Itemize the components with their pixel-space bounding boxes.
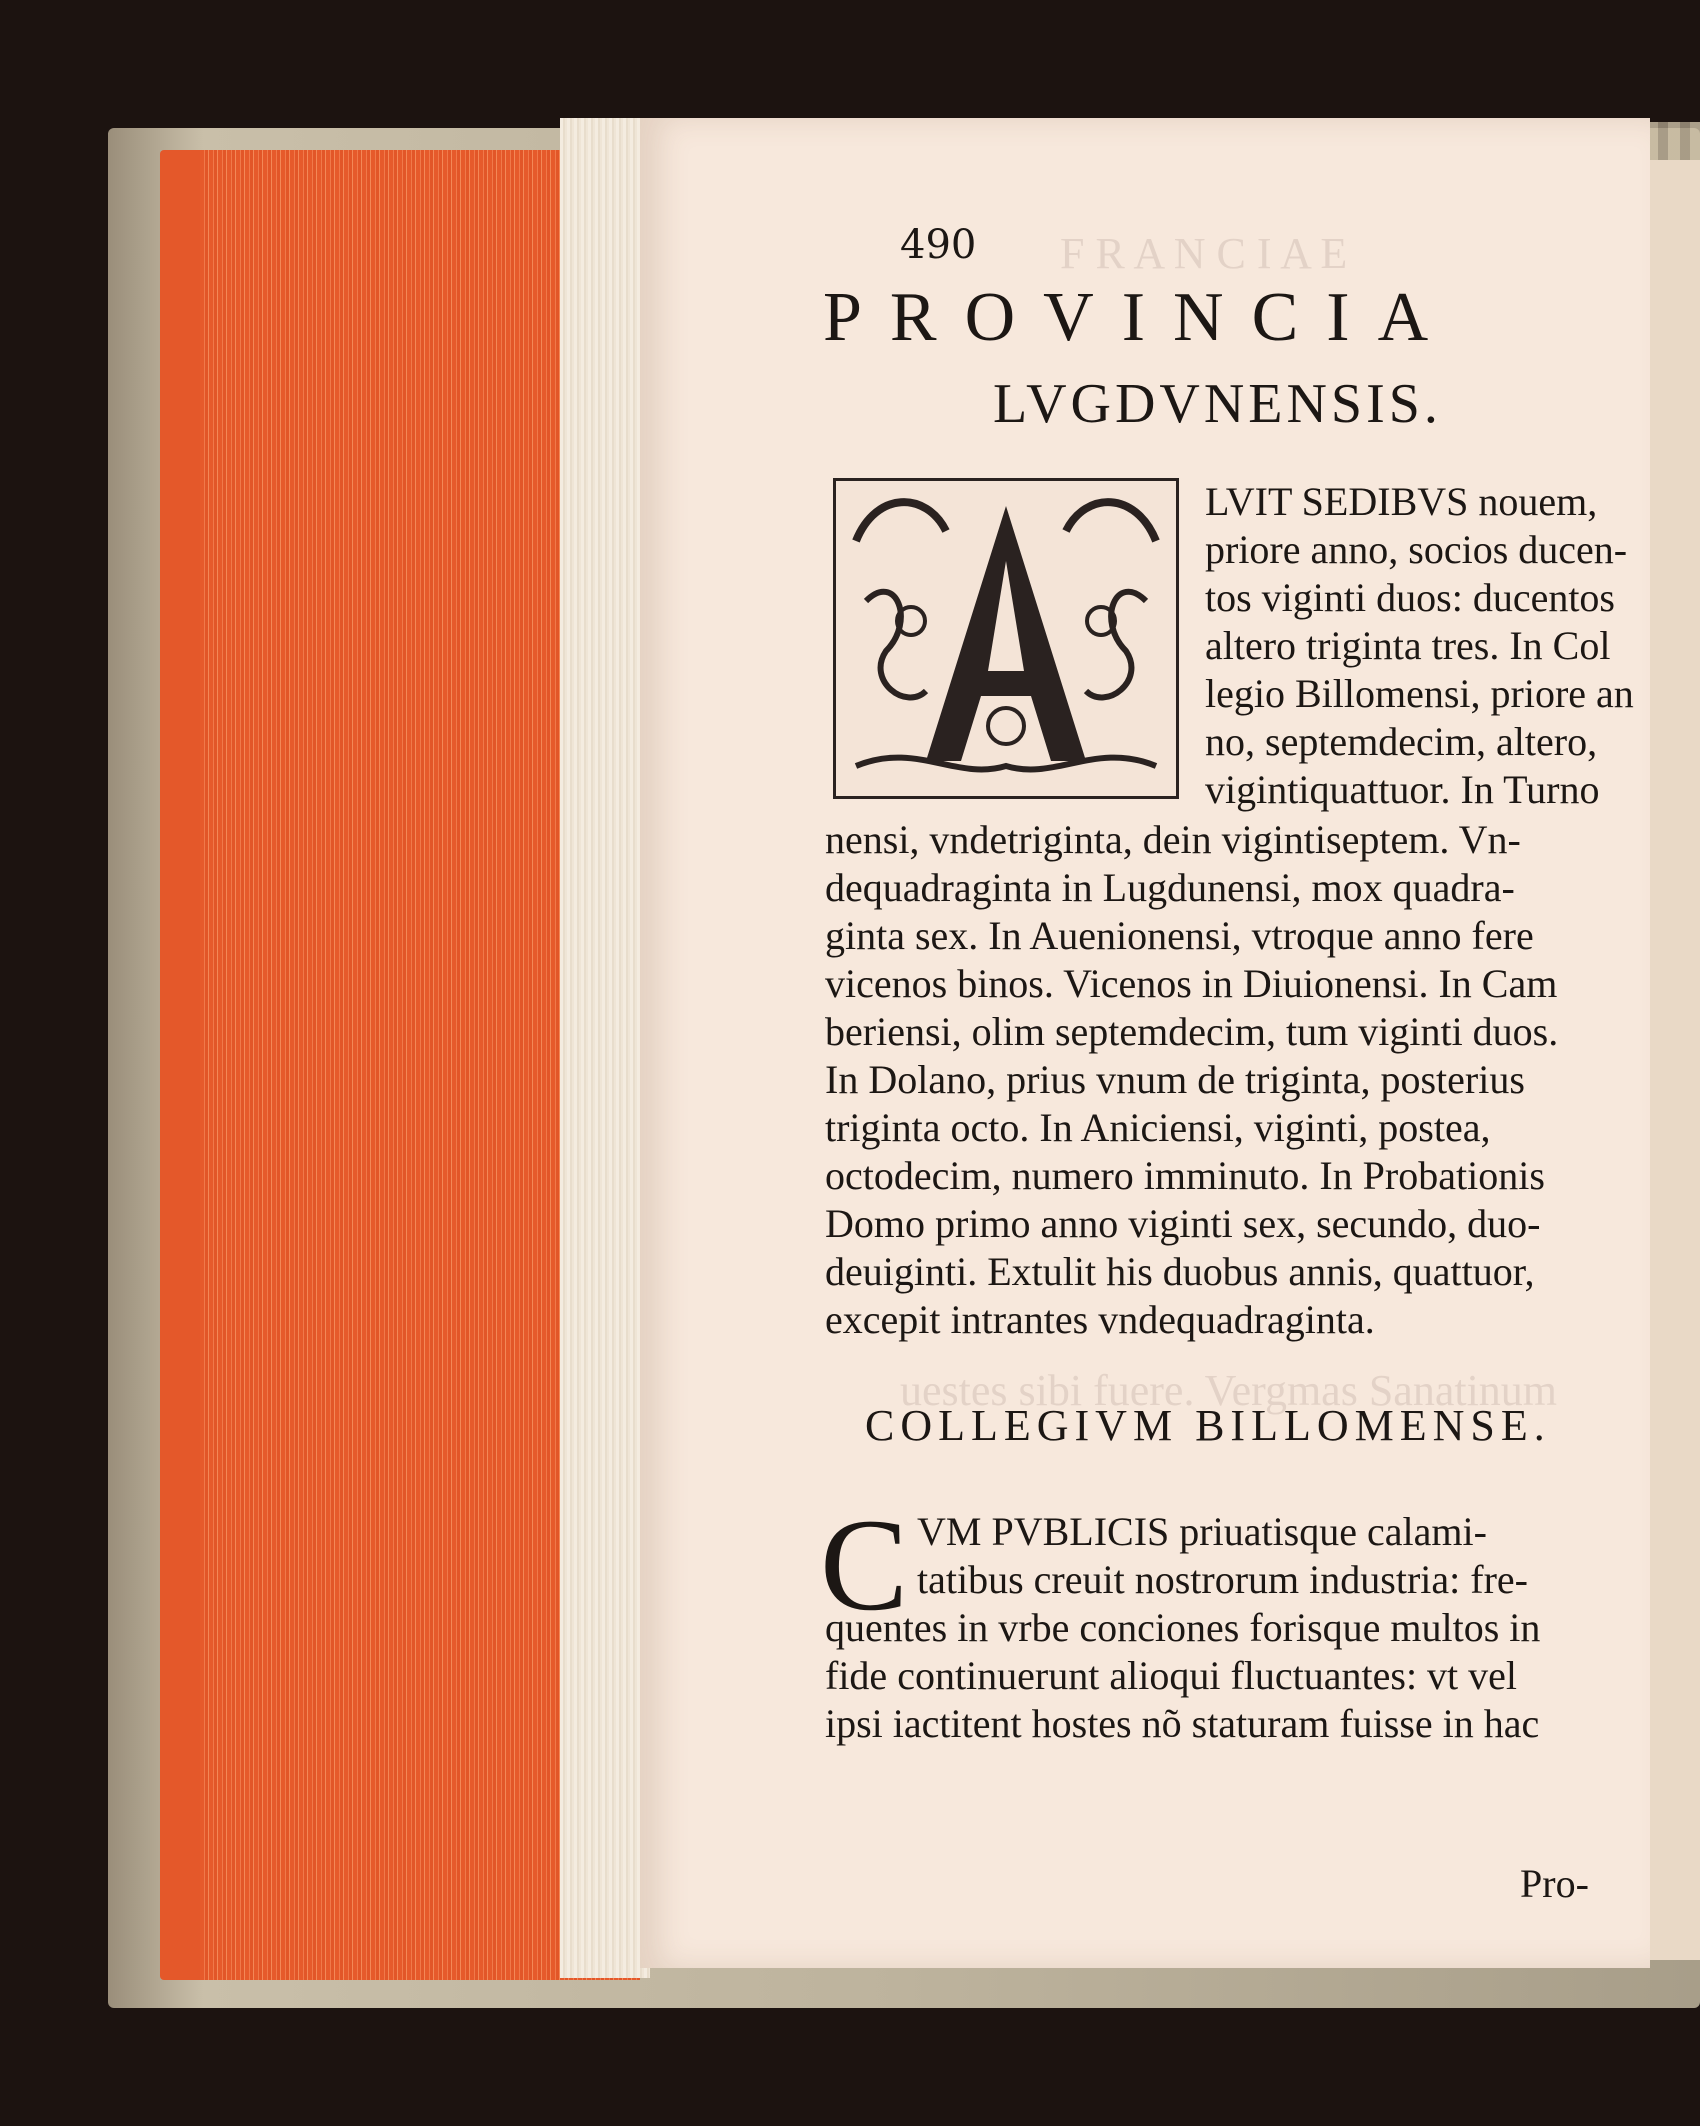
text-line: fide continuerunt alioqui fluctuantes: vt vel bbox=[825, 1653, 1518, 1698]
text-line: octodecim, numero imminuto. In Probationis bbox=[825, 1153, 1545, 1198]
adjacent-leaf bbox=[1645, 160, 1700, 1960]
text-line: tatibus creuit nostrorum industria: fre- bbox=[917, 1557, 1528, 1602]
show-through-text: uestes sibi fuere. Vergmas Sanatinum bbox=[900, 1366, 1558, 1415]
text-line: In Dolano, prius vnum de triginta, posterius bbox=[825, 1057, 1525, 1102]
show-through-text: F R A N C I A E bbox=[1060, 229, 1348, 278]
text-line: altero triginta tres. In Col bbox=[1205, 623, 1611, 668]
text-line: tos viginti duos: ducentos bbox=[1205, 575, 1615, 620]
text-line: legio Billomensi, priore an bbox=[1205, 671, 1634, 716]
text-line: ginta sex. In Auenionensi, vtroque anno fere bbox=[825, 913, 1534, 958]
text-line: priore anno, socios ducen- bbox=[1205, 527, 1628, 572]
catchword: Pro- bbox=[1520, 1861, 1589, 1906]
text-line: LVIT SEDIBVS nouem, bbox=[1205, 479, 1598, 524]
text-line: excepit intrantes vndequadraginta. bbox=[825, 1297, 1375, 1342]
text-line: VM PVBLICIS priuatisque calami- bbox=[917, 1509, 1487, 1554]
text-line: vicenos binos. Vicenos in Diuionensi. In Cam bbox=[825, 961, 1558, 1006]
page-subtitle: LVGDVNENSIS. bbox=[993, 373, 1442, 435]
ornamental-initial-a bbox=[833, 478, 1179, 799]
text-line: nensi, vndetriginta, dein vigintiseptem. Vn- bbox=[825, 817, 1521, 862]
text-line: quentes in vrbe conciones forisque multos in bbox=[825, 1605, 1541, 1650]
text-line: triginta octo. In Aniciensi, viginti, postea, bbox=[825, 1105, 1491, 1150]
page-title: PROVINCIA bbox=[823, 279, 1457, 356]
text-line: vigintiquattuor. In Turno bbox=[1205, 767, 1600, 812]
text-line: dequadraginta in Lugdunensi, mox quadra- bbox=[825, 865, 1515, 910]
drop-cap-c: C bbox=[820, 1491, 909, 1638]
ornamental-initial-icon bbox=[836, 481, 1176, 796]
text-line: deuiginti. Extulit his duobus annis, quattuor, bbox=[825, 1249, 1535, 1294]
page-edge-stack bbox=[560, 118, 650, 1978]
text-line: no, septemdecim, altero, bbox=[1205, 719, 1598, 764]
text-line: beriensi, olim septemdecim, tum viginti duos. bbox=[825, 1009, 1559, 1054]
text-line: ipsi iactitent hostes nõ staturam fuisse in hac bbox=[825, 1701, 1540, 1746]
text-line: Domo primo anno viginti sex, secundo, duo- bbox=[825, 1201, 1541, 1246]
page-number: 490 bbox=[900, 222, 977, 268]
section-heading: COLLEGIVM BILLOMENSE. bbox=[865, 1401, 1551, 1450]
